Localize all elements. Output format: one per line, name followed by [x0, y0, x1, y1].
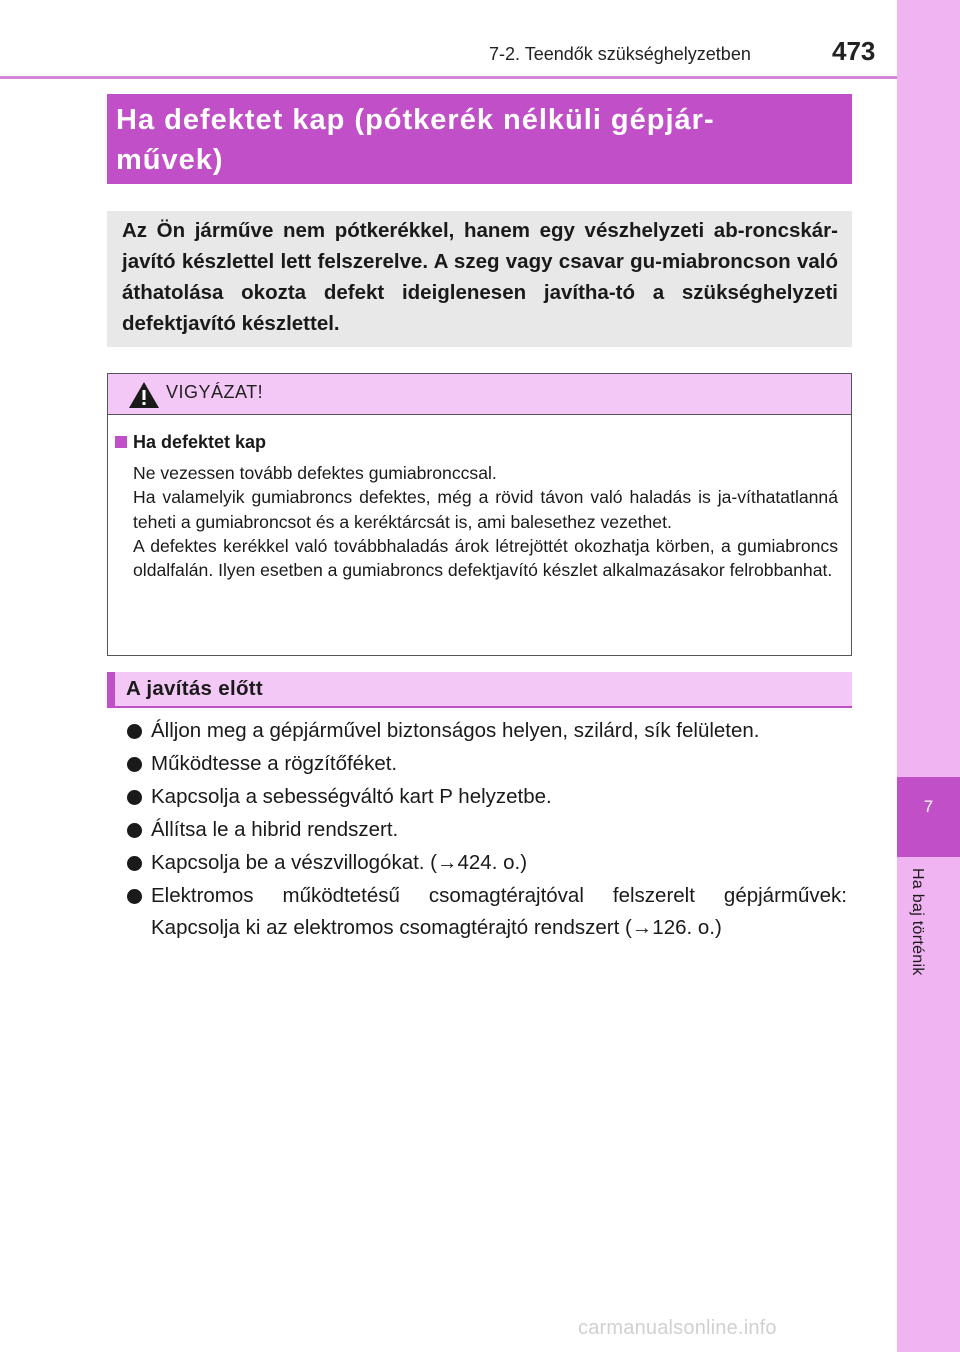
- section-header: 7-2. Teendők szükséghelyzetben: [489, 44, 751, 64]
- square-bullet-icon: [115, 436, 127, 448]
- header-divider: [0, 76, 897, 79]
- warning-triangle-icon: [128, 381, 160, 409]
- warning-paragraph: Ha valamelyik gumiabroncs defektes, még a rövid távon való haladás is ja-víthatatlanná teheti a gumiabroncsot és a keréktárcsát is, ami balesethez vezethet.: [133, 487, 838, 532]
- chapter-title: Ha baj történik: [909, 868, 926, 976]
- bullet-dot-icon: [127, 724, 142, 739]
- chapter-side-tab: [897, 0, 960, 1352]
- intro-text: Az Ön járműve nem pótkerékkel, hanem egy vészhelyzeti ab-roncskár-javító készlettel lett felszerelve. A szeg vagy csavar gu-miabroncson való áthatolása okozta defekt ideiglenesen javítha-tó a szükséghelyzeti defektjavító készlettel.: [122, 219, 838, 335]
- list-item: [125, 847, 847, 879]
- subheading-before-repair: A javítás előtt: [126, 677, 264, 700]
- warning-paragraph: Ne vezessen tovább defektes gumiabronccsal.: [133, 463, 497, 483]
- watermark: carmanualsonline.info: [578, 1317, 777, 1339]
- bullet-dot-icon: [127, 823, 142, 838]
- before-repair-list: [125, 715, 847, 945]
- list-item-text: Kapcsolja be a vészvillogókat. (→424. o.): [151, 851, 528, 874]
- warning-paragraph: A defektes kerékkel való továbbhaladás árok létrejöttét okozhatja körben, a gumiabroncs oldalfalán. Ilyen esetben a gumiabroncs defektjavító készlet alkalmazásakor felrobbanhat.: [133, 535, 838, 581]
- list-item-text: Kapcsolja a sebességváltó kart P helyzetbe.: [151, 785, 552, 808]
- list-item: [125, 814, 847, 846]
- chapter-marker: [897, 777, 960, 857]
- list-item-text: Elektromos működtetésű csomagtérajtóval felszerelt gépjárművek: Kapcsolja ki az elektromos csomagtérajtó rendszert (→126. o.): [151, 884, 847, 939]
- list-item-text: Álljon meg a gépjárművel biztonságos helyen, szilárd, sík felületen.: [151, 719, 760, 742]
- warning-body: [133, 461, 838, 582]
- chapter-number: 7: [923, 797, 934, 816]
- bullet-dot-icon: [127, 856, 142, 871]
- list-item: [125, 715, 847, 747]
- list-item-text: Működtesse a rögzítőféket.: [151, 752, 398, 775]
- page-number: 473: [832, 36, 876, 66]
- warning-subtitle: Ha defektet kap: [133, 432, 267, 452]
- list-item-text: Állítsa le a hibrid rendszert.: [151, 818, 399, 841]
- page-title: Ha defektet kap (pótkerék nélküli gépjár- művek): [116, 104, 715, 176]
- list-item: [125, 748, 847, 780]
- subheading-accent: [107, 672, 115, 708]
- bullet-dot-icon: [127, 889, 142, 904]
- list-item: [125, 880, 847, 944]
- bullet-dot-icon: [127, 790, 142, 805]
- warning-label: VIGYÁZAT!: [166, 382, 264, 402]
- list-item: [125, 781, 847, 813]
- bullet-dot-icon: [127, 757, 142, 772]
